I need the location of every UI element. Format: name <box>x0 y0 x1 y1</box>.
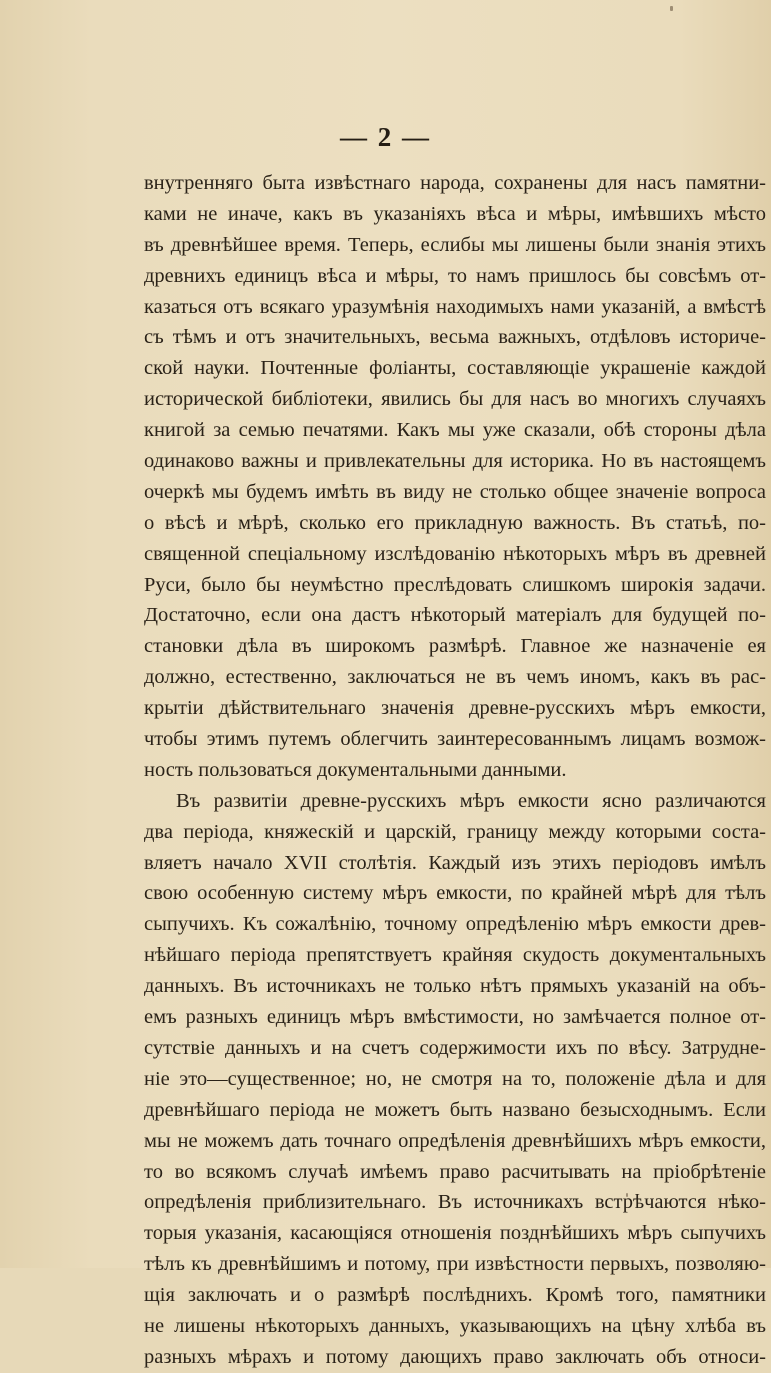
text-line: данныхъ. Въ источникахъ не только нѣтъ прямыхъ указаній на объ- <box>144 975 766 998</box>
text-line: должно, естественно, заключаться не въ чемъ иномъ, какъ въ рас- <box>144 666 766 689</box>
paragraph <box>144 168 766 786</box>
text-line: ской науки. Почтенные фоліанты, составляющіе украшеніе каждой <box>144 357 766 380</box>
text-line: ность пользоваться документальными данными. <box>144 758 567 781</box>
text-line: съ тѣмъ и отъ значительныхъ, весьма важныхъ, отдѣловъ историче- <box>144 326 766 349</box>
text-line: въ древнѣйшее время. Теперь, еслибы мы лишены были знанія этихъ <box>144 233 766 256</box>
text-line: сыпучихъ. Къ сожалѣнію, точному опредѣленію мѣръ емкости древ- <box>144 913 766 936</box>
text-line: Достаточно, если она дастъ нѣкоторый матеріалъ для будущей по- <box>144 604 766 627</box>
paragraph <box>144 786 766 1373</box>
text-line: Въ развитіи древне-русскихъ мѣръ емкости ясно различаются <box>176 789 766 812</box>
body-text <box>144 168 766 1373</box>
text-line: исторической библіотеки, явились бы для насъ во многихъ случаяхъ <box>144 388 766 411</box>
text-line: щія заключать и о размѣрѣ послѣднихъ. Кромѣ того, памятники <box>144 1284 766 1307</box>
text-line: очеркѣ мы будемъ имѣть въ виду не столько общее значеніе вопроса <box>144 480 766 503</box>
text-line: торыя указанія, касающіяся отношенія позднѣйшихъ мѣръ сыпучихъ <box>144 1222 766 1245</box>
text-line: емъ разныхъ единицъ мѣръ вмѣстимости, но замѣчается полное от- <box>144 1006 766 1029</box>
text-line: вляетъ начало XVII столѣтія. Каждый изъ этихъ періодовъ имѣлъ <box>144 851 766 874</box>
text-line: мы не можемъ дать точнаго опредѣленія древнѣйшихъ мѣръ емкости, <box>144 1129 766 1152</box>
text-line: нѣйшаго періода препятствуетъ крайняя скудость документальныхъ <box>144 944 766 967</box>
text-line: священной спеціальному изслѣдованію нѣкоторыхъ мѣръ въ древней <box>144 542 766 565</box>
text-line: два періода, княжескій и царскій, границу между которыми соста- <box>144 820 766 843</box>
text-line: становки дѣла въ широкомъ размѣрѣ. Главное же назначеніе ея <box>144 635 766 658</box>
text-line: древнѣйшаго періода не можетъ быть названо безысходнымъ. Если <box>144 1098 766 1121</box>
text-line: сутствіе данныхъ и на счетъ содержимости ихъ по вѣсу. Затрудне- <box>144 1036 766 1059</box>
text-line: внутренняго быта извѣстнаго народа, сохранены для насъ памятни- <box>144 172 766 194</box>
text-line: древнихъ единицъ вѣса и мѣры, то намъ пришлось бы совсѣмъ от- <box>144 264 766 287</box>
text-line: тѣлъ къ древнѣйшимъ и потому, при извѣстности первыхъ, позволяю- <box>144 1253 766 1276</box>
text-line: не лишены нѣкоторыхъ данныхъ, указывающихъ на цѣну хлѣба въ <box>144 1314 766 1337</box>
text-line: разныхъ мѣрахъ и потому дающихъ право заключать объ относи- <box>144 1345 766 1368</box>
text-line: ками не иначе, какъ въ указаніяхъ вѣса и мѣры, имѣвшихъ мѣсто <box>144 202 766 225</box>
paper-speck <box>670 6 673 11</box>
text-line: Руси, было бы неумѣстно преслѣдовать слишкомъ широкія задачи. <box>144 573 766 596</box>
text-line: одинаково важны и привлекательны для историка. Но въ настоящемъ <box>144 450 766 473</box>
text-line: казаться отъ всякаго уразумѣнія находимыхъ нами указаній, а вмѣстѣ <box>144 295 766 318</box>
text-line: то во всякомъ случаѣ имѣемъ право расчитывать на пріобрѣтеніе <box>144 1160 766 1183</box>
text-line: чтобы этимъ путемъ облегчить заинтересованнымъ лицамъ возмож- <box>144 728 766 751</box>
text-line: свою особенную систему мѣръ емкости, по крайней мѣрѣ для тѣлъ <box>144 882 766 905</box>
text-line: о вѣсѣ и мѣрѣ, сколько его прикладную важность. Въ статьѣ, по- <box>144 511 766 534</box>
text-line: опредѣленія приблизительнаго. Въ источникахъ встрѣчаются нѣко- <box>144 1191 766 1214</box>
page-number: — 2 — <box>340 122 431 152</box>
text-line: ніе это—существенное; но, не смотря на то, положеніе дѣла и для <box>144 1067 766 1090</box>
text-line: крытіи дѣйствительнаго значенія древне-русскихъ мѣръ емкости, <box>144 697 766 720</box>
text-line: книгой за семью печатями. Какъ мы уже сказали, обѣ стороны дѣла <box>144 419 766 442</box>
